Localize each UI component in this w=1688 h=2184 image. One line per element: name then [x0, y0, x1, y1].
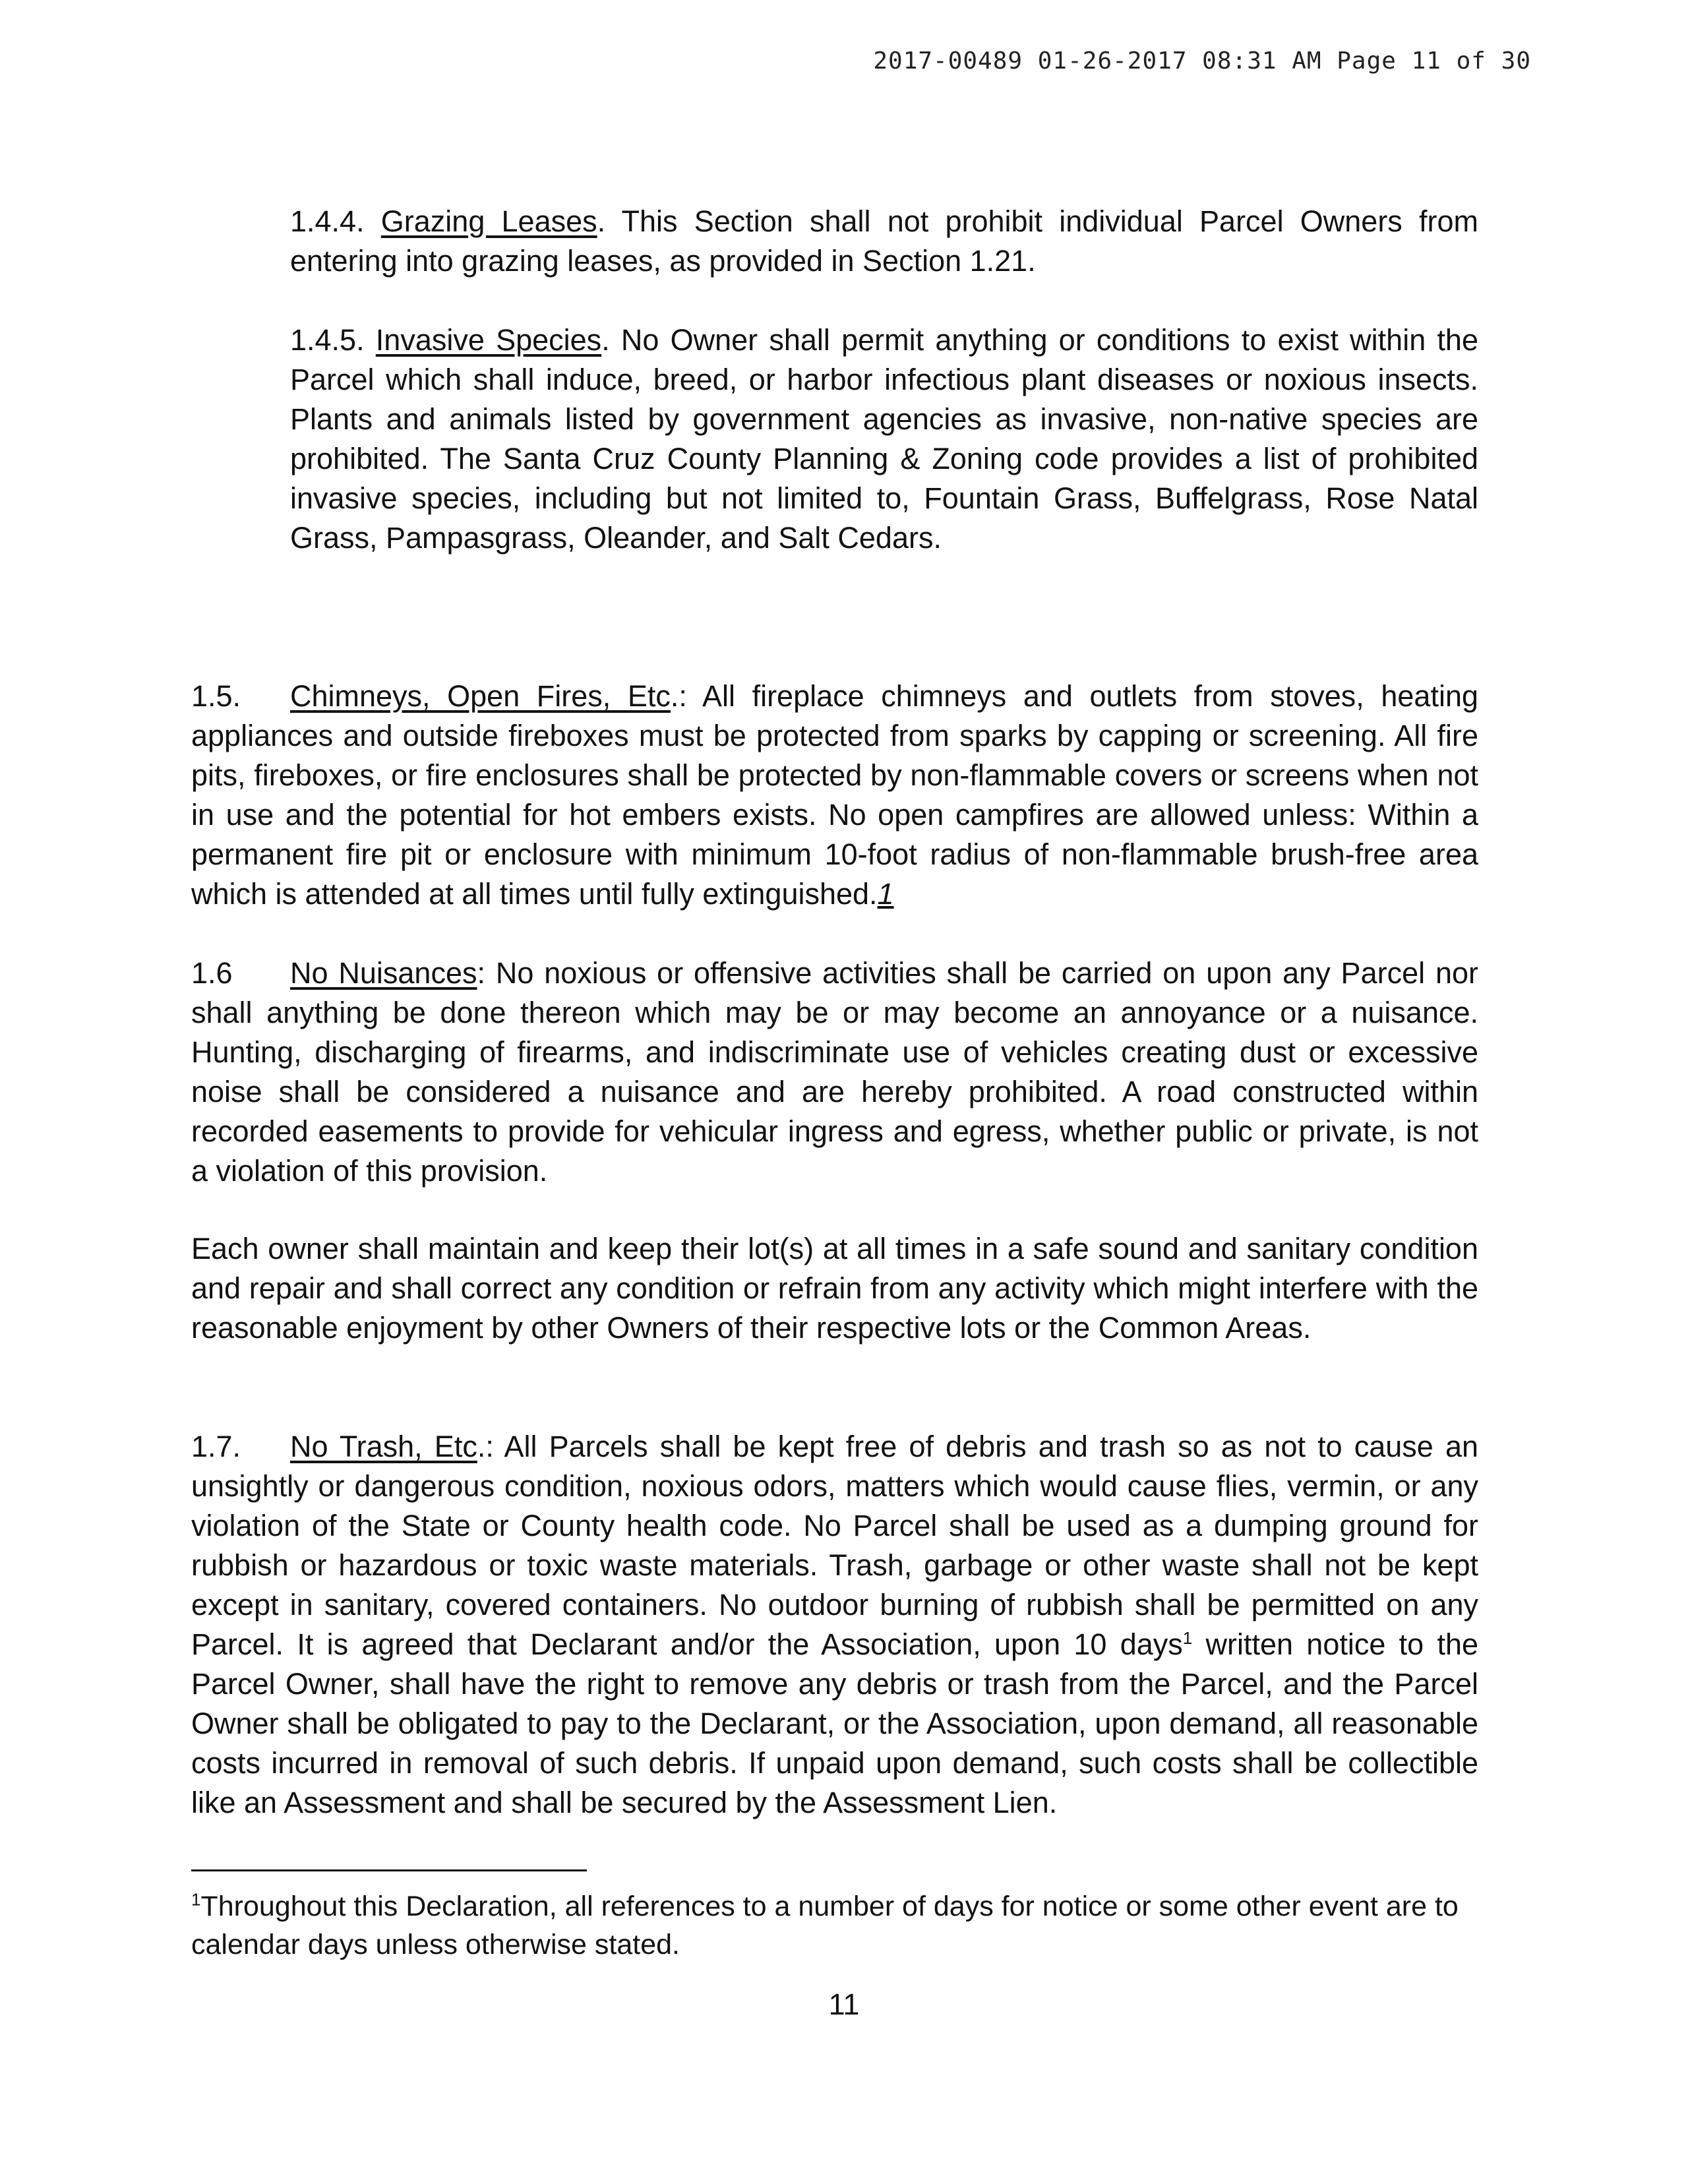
section-number: 1.5. [191, 679, 241, 713]
section-title: No Nuisances [290, 956, 477, 990]
section-1-4-5 [290, 320, 1478, 558]
section-body: : No noxious or offensive activities shall be carried on upon any Parcel nor shall anything be done thereon which may be or may become an annoyance or a nuisance. Hunting, discharging of firearms, and indiscriminate use of vehicles creating dust or excessive noise shall be considered a nuisance and are hereby prohibited. A road constructed within recorded easements to provide for vehicular ingress and egress, whether public or private, is not a violation of this provision. [191, 956, 1478, 1188]
section-title: No Trash, Etc [290, 1430, 477, 1463]
section-1-4-4 [290, 202, 1478, 281]
section-title: Invasive Species [375, 323, 602, 357]
section-body-before: .: All Parcels shall be kept free of debris and trash so as not to cause an unsightly or dangerous condition, noxious odors, matters which would cause flies, vermin, or any violation of the State or County health code. No Parcel shall be used as a dumping ground for rubbish or hazardous or toxic waste materials. Trash, garbage or other waste shall not be kept except in sanitary, covered containers. No outdoor burning of rubbish shall be permitted on any Parcel. It is agreed that Declarant and/or the Association, upon 10 days [191, 1430, 1478, 1661]
page-number: 11 [828, 1987, 860, 2021]
section-number: 1.4.4. [290, 204, 365, 238]
section-body-after: written notice to the Parcel Owner, shall have the right to remove any debris or trash from the Parcel, and the Parcel Owner shall be obligated to pay to the Declarant, or the Association, upon demand, all reasonable costs incurred in removal of such debris. If unpaid upon demand, such costs shall be collectible like an Assessment and shall be secured by the Assessment Lien. [191, 1627, 1479, 1819]
section-1-7 [191, 1427, 1478, 1823]
section-1-5 [191, 677, 1478, 914]
section-number: 1.7. [191, 1430, 241, 1463]
paragraph-owner-maintenance: Each owner shall maintain and keep their lot(s) at all times in a safe sound and sanitary condition and repair and shall correct any condition or refrain from any activity which might interfere with the reasonable enjoyment by other Owners of their respective lots or the Common Areas. [191, 1232, 1478, 1345]
section-number: 1.6 [191, 956, 233, 990]
section-number: 1.4.5. [290, 323, 365, 357]
fax-header: 2017-00489 01-26-2017 08:31 AM Page 11 of 30 [873, 47, 1531, 75]
footnote [191, 1887, 1478, 1964]
section-1-6 [191, 954, 1478, 1191]
footnote-divider [191, 1869, 587, 1871]
footnote-mark: 1 [191, 1889, 201, 1910]
footnote-ref: 1 [1182, 1628, 1193, 1648]
trailing-mark: 1 [877, 877, 894, 911]
section-title: Grazing Leases [380, 204, 597, 238]
section-body: . No Owner shall permit anything or conditions to exist within the Parcel which shall induce, breed, or harbor infectious plant diseases or noxious insects. Plants and animals listed by government agencies as invasive, non-native species are prohibited. The Santa Cruz County Planning & Zoning code provides a list of prohibited invasive species, including but not limited to, Fountain Grass, Buffelgrass, Rose Natal Grass, Pampasgrass, Oleander, and Salt Cedars. [290, 323, 1478, 555]
section-title: Chimneys, Open Fires, Etc [290, 679, 671, 713]
section-body: .: All fireplace chimneys and outlets from stoves, heating appliances and outside fireboxes must be protected from sparks by capping or screening. All fire pits, fireboxes, or fire enclosures shall be protected by non-flammable covers or screens when not in use and the potential for hot embers exists. No open campfires are allowed unless: Within a permanent fire pit or enclosure with minimum 10-foot radius of non-flammable brush-free area which is attended at all times until fully extinguished. [191, 679, 1479, 911]
section-body: . This Section shall not prohibit individual Parcel Owners from entering into grazing leases, as provided in Section 1.21. [290, 204, 1478, 278]
footnote-text: Throughout this Declaration, all references to a number of days for notice or some other event are to calendar days unless otherwise stated. [191, 1891, 1459, 1960]
